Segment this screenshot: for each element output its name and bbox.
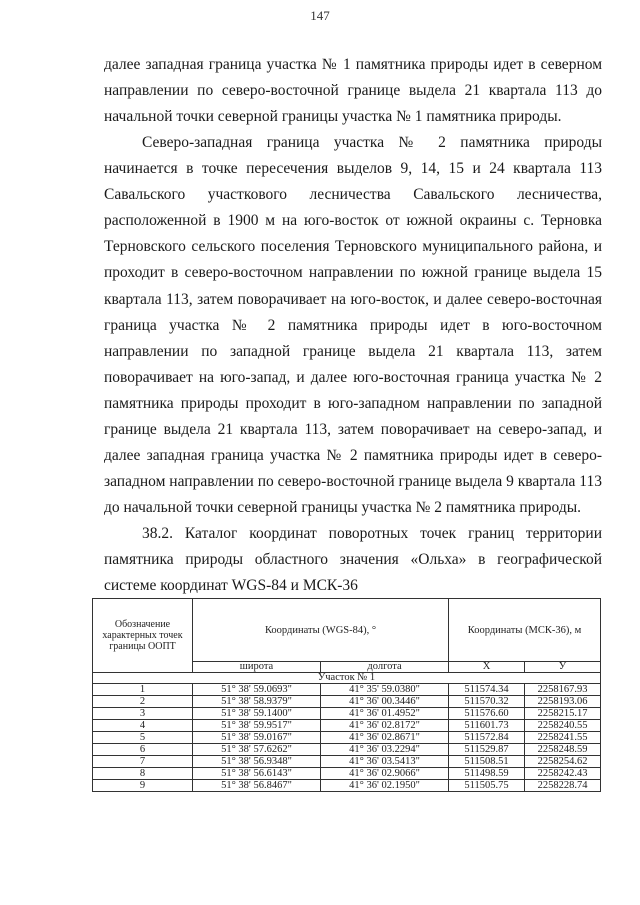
table-row bbox=[93, 732, 601, 744]
table-row bbox=[93, 720, 601, 732]
table-row bbox=[93, 684, 601, 696]
latitude-cell: 51° 38' 58.9379" bbox=[193, 696, 321, 708]
latitude-cell: 51° 38' 59.9517" bbox=[193, 720, 321, 732]
y-cell: 2258248.59 bbox=[525, 744, 601, 756]
table-header-row bbox=[93, 599, 601, 662]
point-number: 7 bbox=[93, 756, 193, 768]
table-row bbox=[93, 768, 601, 780]
x-cell: 511498.59 bbox=[449, 768, 525, 780]
latitude-cell: 51° 38' 56.8467" bbox=[193, 780, 321, 792]
point-number: 6 bbox=[93, 744, 193, 756]
x-cell: 511529.87 bbox=[449, 744, 525, 756]
table-section-row bbox=[93, 673, 601, 684]
header-wgs84: Координаты (WGS-84), ° bbox=[193, 599, 449, 662]
table-row bbox=[93, 756, 601, 768]
latitude-cell: 51° 38' 59.1400" bbox=[193, 708, 321, 720]
longitude-cell: 41° 36' 02.9066" bbox=[321, 768, 449, 780]
table-row bbox=[93, 708, 601, 720]
latitude-cell: 51° 38' 57.6262" bbox=[193, 744, 321, 756]
point-number: 1 bbox=[93, 684, 193, 696]
x-cell: 511601.73 bbox=[449, 720, 525, 732]
x-cell: 511570.32 bbox=[449, 696, 525, 708]
x-cell: 511508.51 bbox=[449, 756, 525, 768]
table-row bbox=[93, 744, 601, 756]
longitude-cell: 41° 35' 59.0380" bbox=[321, 684, 449, 696]
point-number: 4 bbox=[93, 720, 193, 732]
x-cell: 511572.84 bbox=[449, 732, 525, 744]
longitude-cell: 41° 36' 02.8671" bbox=[321, 732, 449, 744]
paragraph-1 bbox=[104, 52, 602, 130]
y-cell: 2258254.62 bbox=[525, 756, 601, 768]
coordinates-table bbox=[92, 598, 601, 792]
latitude-cell: 51° 38' 56.9348" bbox=[193, 756, 321, 768]
longitude-cell: 41° 36' 02.1950" bbox=[321, 780, 449, 792]
point-number: 5 bbox=[93, 732, 193, 744]
point-number: 2 bbox=[93, 696, 193, 708]
paragraph-text: Северо-западная граница участка № 2 памятника природы начинается в точке пересечения выделов 9, 14, 15 и 24 квартала 113 Савальского участкового лесничества Савальского лесничества, расположенной в 1900 м на юго-восток от южной окраины с. Терновка Терновского сельского поселения Терновского муниципального района, и проходит в северо-восточном направлении по южной границе выдела 15 квартала 113, затем поворачивает на юго-восток, и далее северо-восточная граница участка № 2 памятника природы идет в юго-восточном направлении по западной границе выдела 21 квартала 113, затем поворачивает на юго-запад, и далее юго-восточная граница участка № 2 памятника природы проходит в юго-западном направлении по западной границе выдела 21 квартала 113, затем поворачивает на северо-запад, и далее западная граница участка № 2 памятника природы идет в северо-западном направлении по северо-восточной границе выдела 9 квартала 113 до начальной точки северной границы участка № 2 памятника природы. bbox=[104, 134, 602, 517]
latitude-cell: 51° 38' 56.6143" bbox=[193, 768, 321, 780]
x-cell: 511574.34 bbox=[449, 684, 525, 696]
header-msk36: Координаты (МСК-36), м bbox=[449, 599, 601, 662]
y-cell: 2258215.17 bbox=[525, 708, 601, 720]
header-point-designation: Обозначение характерных точек границы ООПТ bbox=[93, 599, 193, 673]
longitude-cell: 41° 36' 01.4952" bbox=[321, 708, 449, 720]
x-cell: 511576.60 bbox=[449, 708, 525, 720]
paragraph-text: далее западная граница участка № 1 памятника природы идет в северном направлении по северо-восточной границе выдела 21 квартала 113 до начальной точки северной границы участка № 1 памятника природы. bbox=[104, 56, 602, 126]
latitude-cell: 51° 38' 59.0693" bbox=[193, 684, 321, 696]
subheader-x: Х bbox=[449, 662, 525, 673]
y-cell: 2258167.93 bbox=[525, 684, 601, 696]
subheader-longitude: долгота bbox=[321, 662, 449, 673]
point-number: 8 bbox=[93, 768, 193, 780]
point-number: 9 bbox=[93, 780, 193, 792]
page-number: 147 bbox=[310, 8, 330, 23]
y-cell: 2258242.43 bbox=[525, 768, 601, 780]
longitude-cell: 41° 36' 03.2294" bbox=[321, 744, 449, 756]
longitude-cell: 41° 36' 00.3446" bbox=[321, 696, 449, 708]
subheader-latitude: широта bbox=[193, 662, 321, 673]
section-label: Участок № 1 bbox=[93, 673, 601, 684]
y-cell: 2258241.55 bbox=[525, 732, 601, 744]
longitude-cell: 41° 36' 03.5413" bbox=[321, 756, 449, 768]
subheader-y: У bbox=[525, 662, 601, 673]
longitude-cell: 41° 36' 02.8172" bbox=[321, 720, 449, 732]
y-cell: 2258193.06 bbox=[525, 696, 601, 708]
section-heading-38-2 bbox=[104, 521, 602, 599]
table-row bbox=[93, 696, 601, 708]
x-cell: 511505.75 bbox=[449, 780, 525, 792]
point-number: 3 bbox=[93, 708, 193, 720]
y-cell: 2258228.74 bbox=[525, 780, 601, 792]
latitude-cell: 51° 38' 59.0167" bbox=[193, 732, 321, 744]
paragraph-2 bbox=[104, 130, 602, 521]
table-row bbox=[93, 780, 601, 792]
paragraph-text: 38.2. Каталог координат поворотных точек границ территории памятника природы областного значения «Ольха» в географической системе координат WGS-84 и МСК-36 bbox=[104, 525, 602, 595]
y-cell: 2258240.55 bbox=[525, 720, 601, 732]
